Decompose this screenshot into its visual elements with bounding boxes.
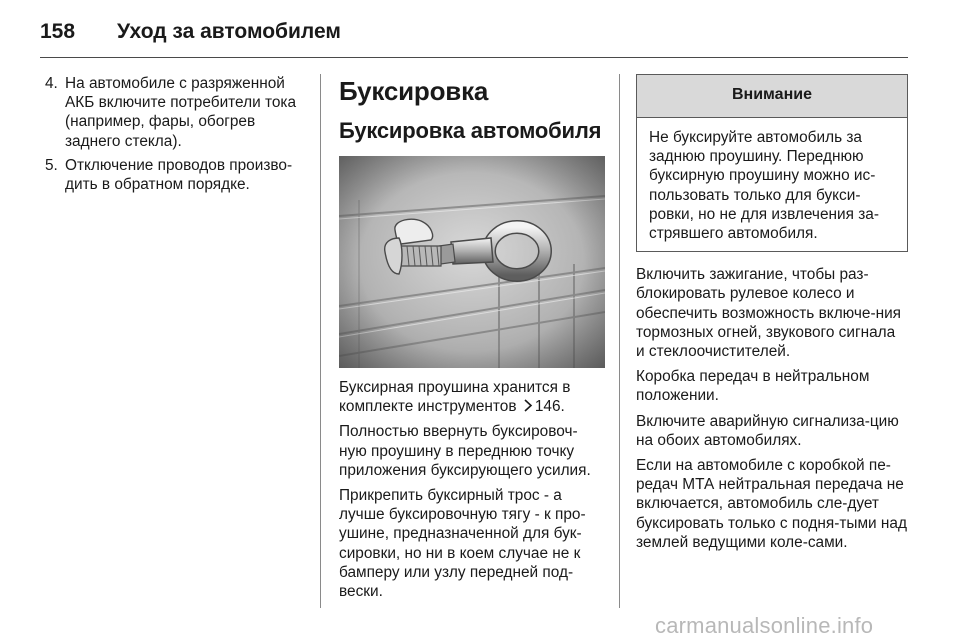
column-middle (339, 74, 605, 607)
warning-title: Внимание (637, 75, 907, 118)
paragraph: Прикрепить буксирный трос - а лучше буксировочную тягу - к про-ушине, предназначенной для бук-сировки, но ни в коем случае не к бамперу или узлу передней под-вески. (339, 487, 586, 601)
page-number: 158 (40, 20, 76, 43)
paragraph: Коробка передач в нейтральном положении. (636, 368, 870, 405)
list-item (40, 156, 308, 194)
paragraph: Включить зажигание, чтобы раз-блокировать рулевое колесо и обеспечить возможность включе-ния тормозных огней, звукового сигнала и стеклоочистителей. (636, 266, 902, 361)
cross-reference-icon (523, 399, 533, 412)
step-number: 4. (45, 75, 58, 92)
page-header (0, 0, 960, 52)
paragraph: Полностью ввернуть буксировоч-ную проушину в переднюю точку приложения буксирующего усилия. (339, 423, 591, 479)
warning-box (636, 74, 908, 252)
page-reference: 146. (534, 398, 565, 416)
running-title: Уход за автомобилем (117, 20, 341, 43)
paragraph-text: Буксирная проушина хранится в комплекте инструментов (339, 379, 571, 416)
column-divider (619, 74, 620, 608)
tow-eye-photo (339, 156, 605, 368)
column-right (636, 74, 908, 558)
step-text: Отключение проводов произво-дить в обратном порядке. (65, 156, 293, 194)
watermark: carmanualsonline.info (655, 613, 874, 638)
paragraph: Если на автомобиле с коробкой пе-редач МТА нейтральная передача не включается, автомобиль сле-дует буксировать только с подня-тыми над землей ведущими коле-сами. (636, 457, 907, 551)
body-text (636, 265, 908, 552)
column-left (40, 74, 308, 199)
step-number: 5. (45, 156, 58, 174)
section-subheading: Буксировка автомобиля (339, 118, 602, 143)
warning-text: Не буксируйте автомобиль за заднюю проушину. Переднюю буксирную проушину можно ис-пользовать только для букси-ровки, но не для извлечения за-стрявшего автомобиля. (649, 129, 879, 243)
step-text: На автомобиле с разряженной АКБ включите потребители тока (например, фары, обогрев заднего стекла). (65, 75, 297, 150)
paragraph: Включите аварийную сигнализа-цию на обоих автомобилях. (636, 412, 899, 449)
column-divider (320, 74, 321, 608)
section-heading: Буксировка (339, 76, 489, 106)
body-text (339, 378, 605, 601)
paragraph (339, 378, 605, 416)
list-item (40, 74, 308, 151)
header-divider (40, 57, 908, 58)
